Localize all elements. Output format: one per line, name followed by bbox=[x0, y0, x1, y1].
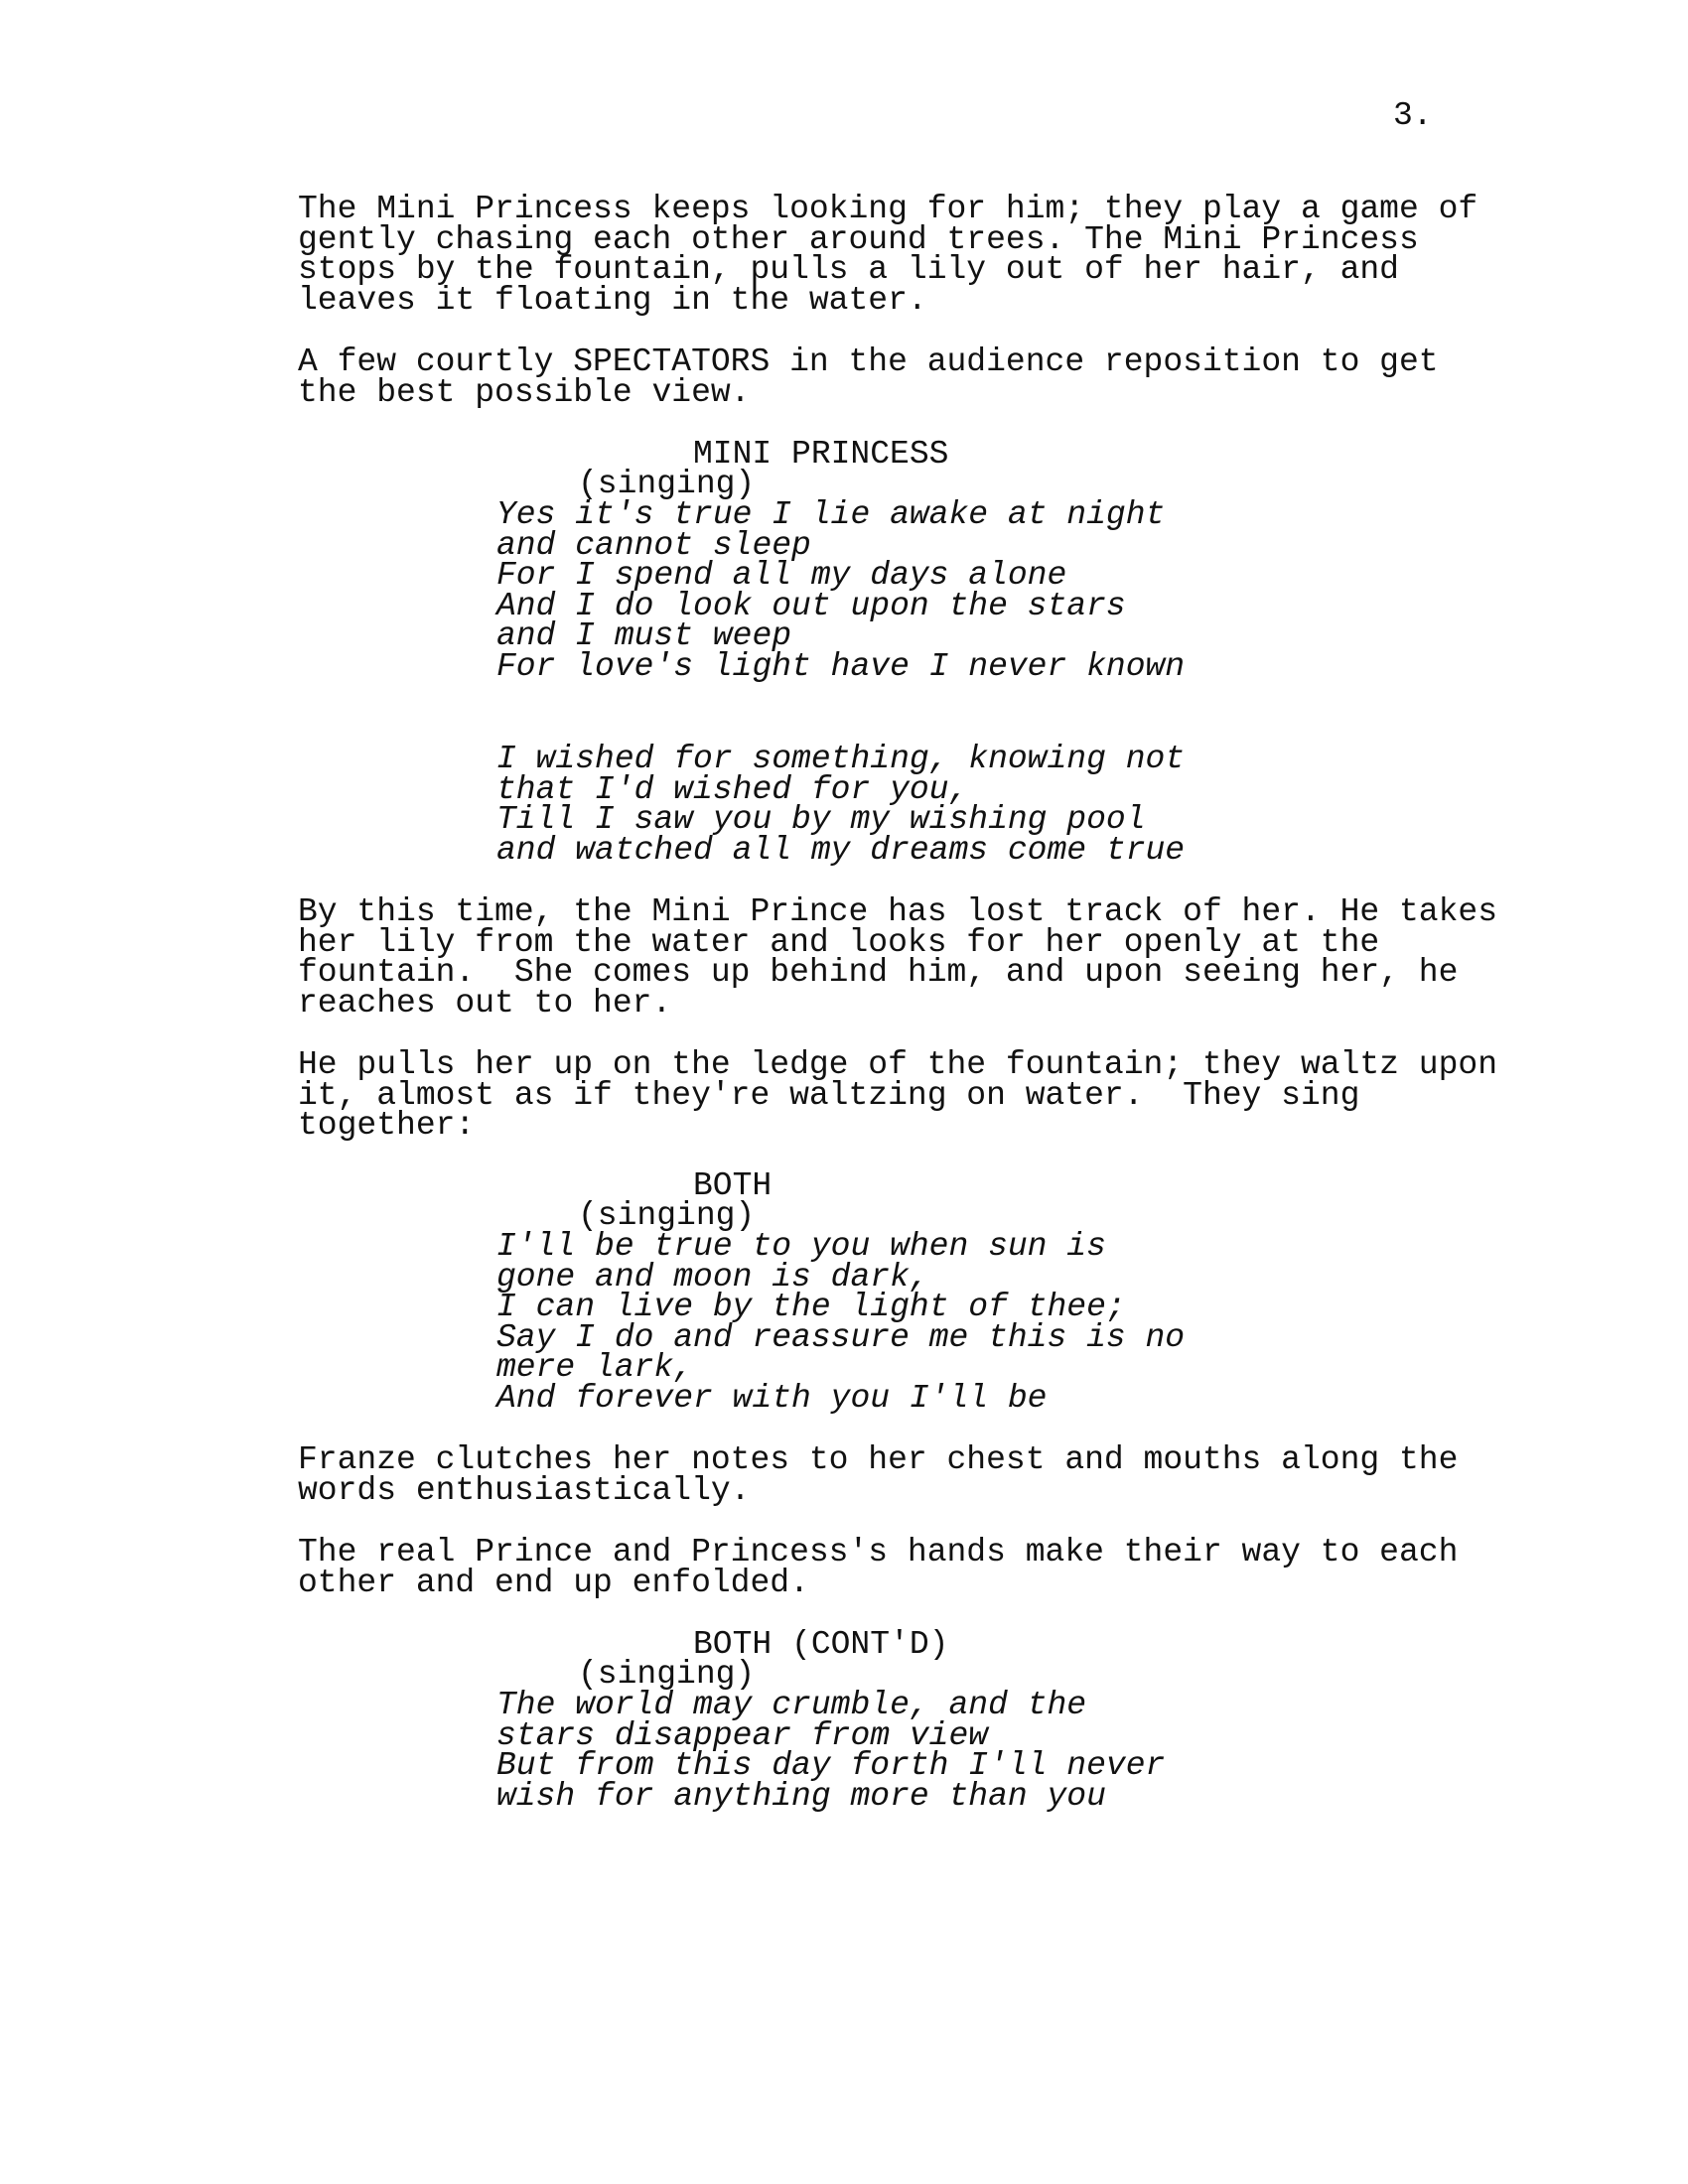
character-name-mini-princess: MINI PRINCESS bbox=[693, 436, 949, 473]
lyric-line: wish for anything more than you bbox=[496, 1777, 1106, 1815]
lyric-line: mere lark, bbox=[496, 1349, 694, 1386]
action-paragraph-1 bbox=[298, 191, 1478, 319]
action-line: A few courtly SPECTATORS in the audience reposition to get bbox=[298, 343, 1439, 380]
action-line: the best possible view. bbox=[298, 373, 751, 411]
lyric-line: And I do look out upon the stars bbox=[496, 587, 1126, 624]
parenthetical: (singing) bbox=[578, 1197, 756, 1234]
action-line: it, almost as if they're waltzing on water. They sing bbox=[298, 1076, 1360, 1114]
lyric-line: For love's light have I never known bbox=[496, 647, 1186, 685]
lyric-line: I wished for something, knowing not bbox=[496, 741, 1186, 777]
action-line: reaches out to her. bbox=[298, 984, 672, 1022]
lyric-line: gone and moon is dark, bbox=[496, 1258, 929, 1296]
action-paragraph-4 bbox=[298, 1046, 1497, 1144]
lyric-line: I'll be true to you when sun is bbox=[496, 1228, 1106, 1265]
action-paragraph-3 bbox=[298, 893, 1497, 1022]
lyric-line: And forever with you I'll be bbox=[496, 1379, 1048, 1417]
lyrics-verse-4 bbox=[496, 1687, 1166, 1815]
action-line: By this time, the Mini Prince has lost track of her. He takes bbox=[298, 893, 1497, 930]
action-line: words enthusiastically. bbox=[298, 1471, 751, 1509]
action-paragraph-5 bbox=[298, 1441, 1459, 1509]
action-paragraph-2 bbox=[298, 343, 1439, 411]
lyrics-verse-2 bbox=[496, 741, 1186, 869]
action-line: He pulls her up on the ledge of the fountain; they waltz upon bbox=[298, 1046, 1497, 1083]
lyric-line: that I'd wished for you, bbox=[496, 770, 969, 808]
lyric-line: The world may crumble, and the bbox=[496, 1687, 1087, 1723]
character-name-both-contd: BOTH (CONT'D) bbox=[693, 1626, 949, 1663]
lyrics-verse-3 bbox=[496, 1228, 1186, 1417]
lyric-line: Say I do and reassure me this is no bbox=[496, 1318, 1186, 1356]
action-line: fountain. She comes up behind him, and upon seeing her, he bbox=[298, 954, 1459, 991]
action-line: leaves it floating in the water. bbox=[298, 281, 927, 319]
action-line: together: bbox=[298, 1107, 476, 1144]
action-line: gently chasing each other around trees. The Mini Princess bbox=[298, 220, 1419, 258]
lyric-line: and cannot sleep bbox=[496, 526, 811, 564]
lyrics-verse-1 bbox=[496, 496, 1186, 685]
lyric-line: For I spend all my days alone bbox=[496, 557, 1067, 594]
action-line: her lily from the water and looks for her openly at the bbox=[298, 923, 1380, 961]
lyric-line: and I must weep bbox=[496, 617, 792, 654]
character-name-both: BOTH bbox=[693, 1167, 773, 1204]
action-line: stops by the fountain, pulls a lily out of her hair, and bbox=[298, 251, 1399, 288]
lyric-line: But from this day forth I'll never bbox=[496, 1747, 1166, 1784]
lyric-line: and watched all my dreams come true bbox=[496, 831, 1186, 869]
action-line: Franze clutches her notes to her chest and mouths along the bbox=[298, 1441, 1459, 1478]
action-line: The real Prince and Princess's hands make their way to each bbox=[298, 1534, 1459, 1570]
lyric-line: stars disappear from view bbox=[496, 1716, 989, 1754]
page-number: 3. bbox=[1393, 97, 1433, 134]
lyric-line: Yes it's true I lie awake at night bbox=[496, 496, 1166, 533]
action-line: other and end up enfolded. bbox=[298, 1564, 809, 1601]
lyric-line: I can live by the light of thee; bbox=[496, 1289, 1126, 1325]
lyric-line: Till I saw you by my wishing pool bbox=[496, 801, 1146, 838]
parenthetical: (singing) bbox=[578, 1656, 756, 1693]
action-paragraph-6 bbox=[298, 1534, 1459, 1601]
parenthetical: (singing) bbox=[578, 466, 756, 502]
action-line: The Mini Princess keeps looking for him; they play a game of bbox=[298, 191, 1478, 227]
